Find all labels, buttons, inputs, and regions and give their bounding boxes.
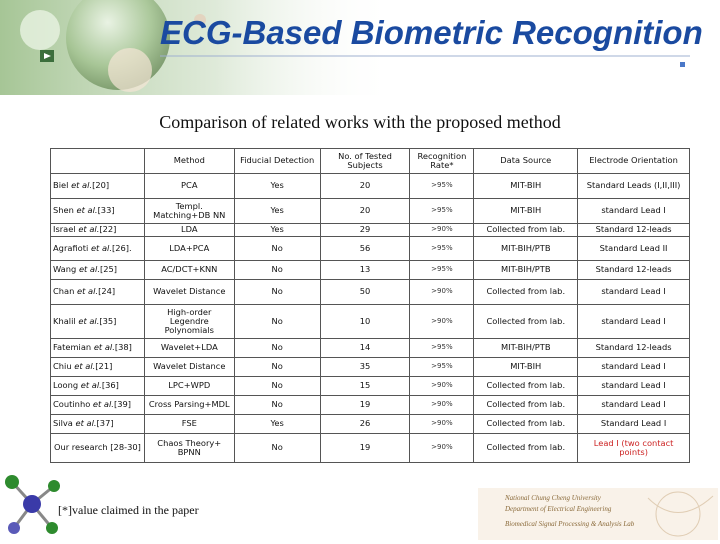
cell-rate: >95% (410, 237, 474, 261)
cell-rate: >90% (410, 377, 474, 396)
cell-subjects: 14 (320, 339, 410, 358)
cell-author (51, 174, 145, 199)
author-ref: [38] (114, 342, 132, 353)
author-name: Israel (53, 224, 76, 235)
cell-author (51, 415, 145, 434)
cell-method: LDA (144, 224, 234, 237)
cell-subjects: 10 (320, 305, 410, 339)
cell-method: LPC+WPD (144, 377, 234, 396)
cell-source: MIT-BIH/PTB (474, 339, 578, 358)
cell-fiducial: No (234, 237, 320, 261)
cell-rate: >90% (410, 396, 474, 415)
author-ref: [36] (101, 380, 119, 391)
cell-electrode: standard Lead I (578, 199, 690, 224)
cell-source: Collected from lab. (474, 280, 578, 305)
cell-method: High-order Legendre Polynomials (144, 305, 234, 339)
cell-author: Our research [28-30] (51, 434, 145, 463)
molecule-icon (2, 470, 62, 538)
cell-electrode: Standard Leads (I,II,III) (578, 174, 690, 199)
cell-author (51, 261, 145, 280)
cell-subjects: 50 (320, 280, 410, 305)
cell-fiducial: No (234, 261, 320, 280)
cell-method: Wavelet Distance (144, 358, 234, 377)
cell-rate: >90% (410, 280, 474, 305)
cell-author (51, 339, 145, 358)
author-etal: et al. (78, 224, 100, 235)
author-name: Khalil (53, 315, 76, 326)
logo-line-university: National Chung Cheng University (505, 494, 601, 502)
author-etal: et al. (74, 361, 96, 372)
author-etal: et al. (75, 418, 97, 429)
author-name: Biel (53, 180, 69, 191)
table-row (51, 280, 690, 305)
cell-source: Collected from lab. (474, 396, 578, 415)
cell-author (51, 377, 145, 396)
cell-electrode: standard Lead I (578, 280, 690, 305)
cell-source: Collected from lab. (474, 415, 578, 434)
author-ref: [33] (97, 205, 115, 216)
cell-source: MIT-BIH (474, 199, 578, 224)
author-ref: [37] (96, 418, 114, 429)
author-name: Agrafioti (53, 242, 89, 253)
cell-rate: >90% (410, 434, 474, 463)
logo-line-department: Department of Electrical Engineering (505, 505, 612, 513)
cell-author (51, 199, 145, 224)
table-row (51, 358, 690, 377)
cell-subjects: 20 (320, 174, 410, 199)
cell-electrode: Lead I (two contact points) (578, 434, 690, 463)
cell-fiducial: Yes (234, 174, 320, 199)
cell-rate: >95% (410, 339, 474, 358)
cell-electrode: standard Lead I (578, 358, 690, 377)
cell-method: Templ. Matching+DB NN (144, 199, 234, 224)
table-row (51, 377, 690, 396)
cell-author (51, 237, 145, 261)
author-etal: et al. (93, 342, 115, 353)
author-name: Coutinho (53, 399, 91, 410)
author-name: Chiu (53, 361, 72, 372)
cell-source: MIT-BIH (474, 358, 578, 377)
cell-rate: >95% (410, 358, 474, 377)
cell-method: AC/DCT+KNN (144, 261, 234, 280)
author-etal: et al. (78, 264, 100, 275)
cell-source: MIT-BIH/PTB (474, 261, 578, 280)
author-ref: [25] (99, 264, 118, 275)
cell-rate: >90% (410, 224, 474, 237)
cell-method: FSE (144, 415, 234, 434)
table-row (51, 237, 690, 261)
footnote: [*]value claimed in the paper (58, 503, 199, 517)
cell-fiducial: No (234, 339, 320, 358)
table-row (51, 415, 690, 434)
header-electrode: Electrode Orientation (578, 149, 690, 174)
cell-electrode: Standard 12-leads (578, 339, 690, 358)
header-author (51, 149, 145, 174)
cell-fiducial: No (234, 434, 320, 463)
cell-electrode: Standard 12-leads (578, 224, 690, 237)
cell-subjects: 29 (320, 224, 410, 237)
cell-author (51, 305, 145, 339)
cell-subjects: 20 (320, 199, 410, 224)
author-name: Fatemian (53, 342, 92, 353)
cell-method: Wavelet Distance (144, 280, 234, 305)
cell-fiducial: No (234, 377, 320, 396)
cell-subjects: 35 (320, 358, 410, 377)
author-name: Loong (53, 380, 79, 391)
table-row (51, 261, 690, 280)
table-row (51, 174, 690, 199)
cell-electrode: Standard 12-leads (578, 261, 690, 280)
author-name: Chan (53, 286, 75, 297)
header-subjects: No. of Tested Subjects (320, 149, 410, 174)
table-row (51, 199, 690, 224)
author-ref: [21] (95, 361, 113, 372)
cell-rate: >90% (410, 415, 474, 434)
table-row (51, 339, 690, 358)
cell-method: Chaos Theory+ BPNN (144, 434, 234, 463)
cell-electrode: standard Lead I (578, 377, 690, 396)
author-etal: et al. (78, 315, 100, 326)
author-name: Shen (53, 205, 74, 216)
header-fiducial: Fiducial Detection (234, 149, 320, 174)
cell-author (51, 280, 145, 305)
comparison-table (50, 148, 690, 463)
author-ref: [22] (99, 224, 117, 235)
cell-author (51, 358, 145, 377)
author-ref: [20] (92, 180, 110, 191)
cell-electrode: standard Lead I (578, 305, 690, 339)
author-name: Wang (53, 264, 77, 275)
cell-source: Collected from lab. (474, 377, 578, 396)
table-row (51, 396, 690, 415)
author-etal: et al. (80, 380, 102, 391)
author-name: Silva (53, 418, 73, 429)
author-ref: [35] (99, 315, 117, 326)
cell-fiducial: Yes (234, 415, 320, 434)
cell-subjects: 13 (320, 261, 410, 280)
cell-fiducial: Yes (234, 199, 320, 224)
author-ref: [26]. (111, 242, 132, 253)
cell-fiducial: No (234, 358, 320, 377)
cell-subjects: 15 (320, 377, 410, 396)
author-etal: et al. (76, 205, 98, 216)
header-method: Method (144, 149, 234, 174)
cell-method: LDA+PCA (144, 237, 234, 261)
table-caption: Comparison of related works with the proposed method (159, 112, 561, 132)
cell-rate: >95% (410, 174, 474, 199)
cell-electrode: Standard Lead I (578, 415, 690, 434)
cell-fiducial: No (234, 396, 320, 415)
cell-author (51, 396, 145, 415)
author-ref: [24] (98, 286, 116, 297)
cell-source: Collected from lab. (474, 434, 578, 463)
author-etal: et al. (77, 286, 99, 297)
cell-rate: >95% (410, 199, 474, 224)
cell-fiducial: No (234, 280, 320, 305)
author-etal: et al. (90, 242, 112, 253)
slide-title: ECG-Based Biometric Recognition (160, 14, 703, 51)
logo-line-lab: Biomedical Signal Processing & Analysis Lab (505, 520, 635, 528)
cell-method: Cross Parsing+MDL (144, 396, 234, 415)
cell-rate: >90% (410, 305, 474, 339)
cell-rate: >95% (410, 261, 474, 280)
table-header-row (51, 149, 690, 174)
author-etal: et al. (92, 399, 114, 410)
cell-source: Collected from lab. (474, 224, 578, 237)
cell-subjects: 26 (320, 415, 410, 434)
cell-electrode: Standard Lead II (578, 237, 690, 261)
header-rate: Recognition Rate* (410, 149, 474, 174)
cell-method: PCA (144, 174, 234, 199)
table-row (51, 305, 690, 339)
cell-fiducial: Yes (234, 224, 320, 237)
cell-subjects: 19 (320, 396, 410, 415)
cell-source: MIT-BIH/PTB (474, 237, 578, 261)
cell-author (51, 224, 145, 237)
cell-source: Collected from lab. (474, 305, 578, 339)
cell-fiducial: No (234, 305, 320, 339)
cell-method: Wavelet+LDA (144, 339, 234, 358)
table-row (51, 224, 690, 237)
cell-electrode: standard Lead I (578, 396, 690, 415)
author-etal: et al. (71, 180, 93, 191)
cell-source: MIT-BIH (474, 174, 578, 199)
cell-subjects: 56 (320, 237, 410, 261)
cell-subjects: 19 (320, 434, 410, 463)
header-source: Data Source (474, 149, 578, 174)
our-research-row (51, 434, 690, 463)
author-ref: [39] (113, 399, 131, 410)
